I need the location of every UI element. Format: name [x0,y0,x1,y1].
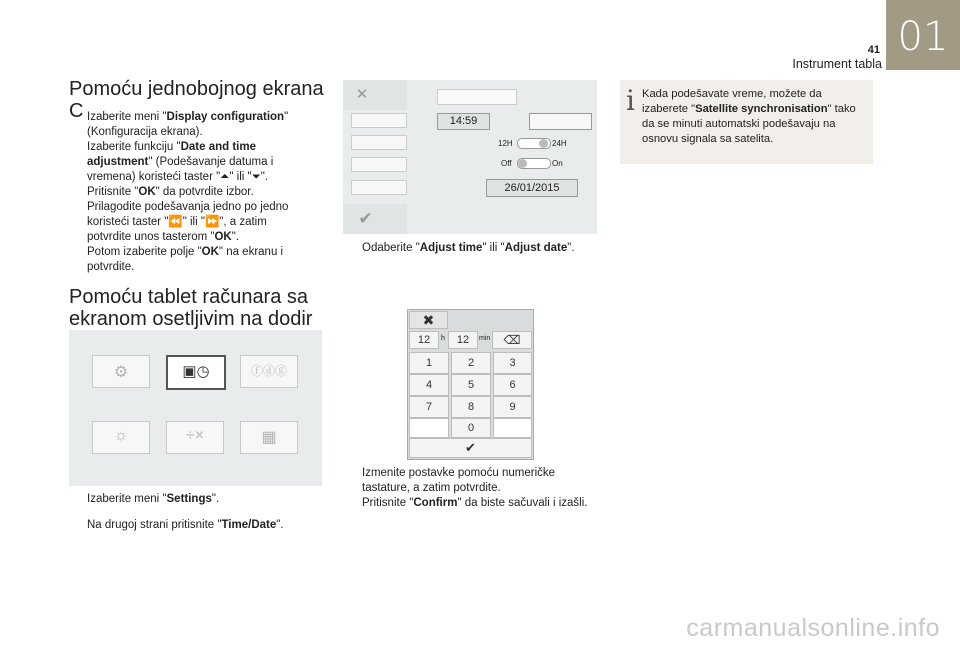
adjust-time-button[interactable] [529,113,592,130]
hours-label: h [441,335,445,342]
backspace-button[interactable] [492,331,532,349]
language-button[interactable] [240,355,298,388]
toggle-knob [539,139,548,148]
step-item: Izmenite postavke pomoću numeričke tastature, a zatim potvrdite. [362,467,556,494]
key-9[interactable]: 9 [493,396,532,418]
close-icon[interactable]: ✕ [355,86,369,103]
calendar-clock-icon: ▣◷ [182,363,210,380]
format-24h-label: 24H [552,139,567,148]
section-title: Instrument tabla [792,57,882,71]
step-item: Potom izaberite polje "OK" na ekranu i potvrdite. [87,246,284,273]
settings-gear-icon: ⚙ [113,364,129,381]
step-item: Izaberite meni "Settings". [87,493,220,505]
confirm-button[interactable] [409,438,532,458]
hours-field[interactable]: 12 [409,331,439,349]
key-5[interactable]: 5 [451,374,491,396]
key-6[interactable]: 6 [493,374,532,396]
step-item: Pritisnite "Confirm" da biste sačuvali i izašli. [362,497,588,509]
page-number: 41 [867,44,880,56]
close-icon: ✖ [422,312,435,328]
key-0[interactable]: 0 [451,418,491,438]
minutes-label: min [479,335,491,342]
key-3[interactable]: 3 [493,352,532,374]
chapter-tab: 01 [886,0,960,70]
settings-gear-button[interactable] [92,355,150,388]
key-8[interactable]: 8 [451,396,491,418]
time-date-screen [343,80,597,234]
checkmark-icon[interactable]: ✔ [358,209,373,228]
step-item: Prilagodite podešavanja jedno po jedno koristeći taster "⏪" ili "⏩", a zatim potvrdite unos tasterom "OK". [87,201,289,243]
heading-touchscreen: Pomoću tablet računara sa ekranom osetljivim na dodir [69,286,313,330]
key-4[interactable]: 4 [409,374,449,396]
close-button[interactable] [409,311,448,329]
checkmark-icon: ✔ [465,440,476,455]
settings-menu-screen [69,330,322,486]
steps-touchscreen [69,492,319,533]
satellite-sync-toggle[interactable] [517,158,551,169]
backspace-icon: ⌫ [503,333,521,347]
key-7[interactable]: 7 [409,396,449,418]
calendar-icon: ▦ [261,429,277,446]
confirm-area[interactable] [343,204,407,234]
step-select-adjust [344,241,604,256]
watermark: carmanualsonline.info [686,614,940,642]
toggle-knob [518,159,527,168]
info-note [620,80,873,164]
blank-key [493,418,532,438]
time-date-button[interactable] [166,355,226,390]
key-1[interactable]: 1 [409,352,449,374]
key-2[interactable]: 2 [451,352,491,374]
date-field[interactable]: 26/01/2015 [486,179,578,197]
side-button[interactable] [351,157,407,172]
language-icon: ⓕⓓⓖ [250,364,287,378]
format-12h-label: 12H [498,139,513,148]
calendar-button[interactable] [240,421,298,454]
toggle-on-label: On [552,159,563,168]
title-field [437,89,517,105]
side-button[interactable] [351,113,407,128]
side-button[interactable] [351,135,407,150]
steps-monochrome [69,110,309,275]
units-button[interactable] [166,421,224,454]
step-item: Izaberite funkciju "Date and time adjustment" (Podešavanje datuma i vremena) koristeći taster "⏶" ili "⏷". [87,141,274,183]
display-brightness-icon: ☼ [113,427,129,444]
numeric-keypad [407,309,534,460]
step-item: Na drugoj strani pritisnite "Time/Date". [87,519,284,531]
hour-format-toggle[interactable] [517,138,551,149]
step-item: Pritisnite "OK" da potvrdite izbor. [87,186,254,198]
note-text: Kada podešavate vreme, možete da izaberete "Satellite synchronisation" tako da se minuti automatski podešavaju na osnovu signala sa satelita. [642,88,856,145]
time-field[interactable]: 14:59 [437,113,490,130]
calculator-icon: ÷× [185,427,205,444]
info-icon: i [626,84,635,117]
minutes-field[interactable]: 12 [448,331,478,349]
toggle-off-label: Off [501,159,512,168]
close-area[interactable] [343,80,407,110]
steps-keypad [344,466,594,511]
side-button[interactable] [351,180,407,195]
step-item: Izaberite meni "Display configuration" (Konfiguracija ekrana). [87,111,289,138]
blank-key [409,418,449,438]
display-button[interactable] [92,421,150,454]
step-item: Odaberite "Adjust time" ili "Adjust date". [362,242,575,254]
heading-monochrome-screen: Pomoću jednobojnog ekrana C [69,78,324,122]
